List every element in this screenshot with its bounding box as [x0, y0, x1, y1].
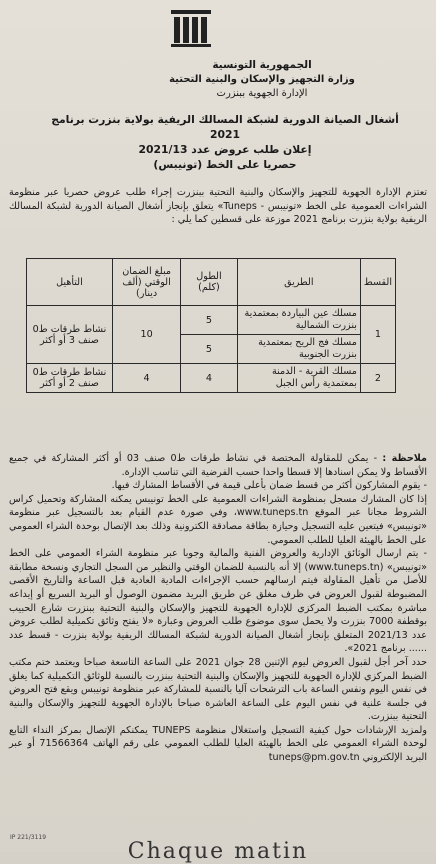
notes-label: ملاحظة :	[382, 453, 427, 464]
guarantee-amount: 10	[112, 306, 180, 364]
road-length: 5	[181, 306, 237, 335]
note-2: - يقوم المشاركون أكثر من قسط ضمان بأعلى قيمة في الأقساط المشارك فيها.	[111, 480, 427, 492]
road-name: مسلك عين البياردة بمعتمدية بنزرت الشمالية	[237, 306, 360, 335]
lot-number: 2	[360, 364, 395, 393]
lot-number: 1	[360, 306, 395, 364]
notes-section	[9, 452, 427, 765]
title-line-3: حصريا على الخط (تونيبس)	[153, 158, 297, 171]
guarantee-amount: 4	[112, 364, 180, 393]
table-row	[27, 306, 396, 335]
newspaper-masthead-fragment: Chaque matin	[127, 839, 309, 864]
note-1	[9, 452, 427, 479]
header-guarantee: مبلغ الضمان الوقتي (ألف دينار)	[112, 259, 180, 306]
intro-paragraph: تعتزم الإدارة الجهوية للتجهيز والإسكان والبنية التحتية ببنزرت إجراء طلب عروض حصريا عبر منظومة الشراءات العمومية على الخط «تونيبس - Tuneps» يتعلق بإنجاز أشغال الصيانة الدورية لشبكة المسالك الريفية بولاية بنزرت برنامج 2021 موزعة على قسطين كما يلي :	[9, 187, 427, 226]
header-qualification: التأهيل	[27, 259, 113, 306]
issuer-header	[112, 58, 412, 101]
road-length: 5	[181, 335, 237, 364]
note-1-text: - يمكن للمقاولة المختصة في نشاط طرقات ط0 صنف 03 أو أكثر المشاركة في جميع الأقساط ولا يمكن اسنادها إلا قسطا واحدا حسب الفرضية التي تناسب الإدارة.	[9, 453, 427, 478]
contact-paragraph: ولمزيد الإرشادات حول كيفية التسجيل واستغلال منظومة TUNEPS يمكنكم الإتصال بمركز النداء التابع لوحدة الشراء العمومي على الخط بالهيئة العليا للطلب العمومي على رقم الهاتف 71566364 أو عبر البريد الإلكتروني tuneps@pm.gov.tn	[9, 724, 428, 764]
directorate-name: الإدارة الجهوية ببنزرت	[216, 88, 308, 99]
republic-name: الجمهورية التونسية	[212, 59, 312, 71]
registration-paragraph: إذا كان المشارك مسجل بمنظومة الشراءات العمومية على الخط تونيبس يمكنه المشاركة وتحميل كراس الشروط مجانا عبر الموقع www.tuneps.tn، وفي صورة عدم القيام بعد بالتسجيل عبر منظومة «تونيبس» فيتعين عليه التسجيل وحيازة بطاقة مصادقة الكترونية وذلك بعد الإتصال بوحدة الشراء العمومي على الخط بالهيئة العليا للطلب العمومي.	[9, 493, 427, 546]
title-line-2: إعلان طلب عروض عدد 2021/13	[138, 143, 312, 156]
publication-reference: IP 221/3119	[10, 834, 47, 841]
road-name: مسلك فج الريح بمعتمدية بنزرت الجنوبية	[237, 335, 360, 364]
road-name: مسلك القرية - الدمنة بمعتمدية رأس الجبل	[237, 364, 360, 393]
lots-table	[26, 258, 396, 393]
header-length: الطول (كلم)	[181, 259, 237, 306]
intro-section	[9, 186, 427, 227]
title-line-1: أشغال الصيانة الدورية لشبكة المسالك الريفية بولاية بنزرت برنامج 2021	[51, 113, 399, 141]
ministry-logo-icon	[166, 6, 216, 48]
qualification: نشاط طرقات ط0 صنف 2 أو أكثر	[27, 364, 113, 393]
table-header-row	[27, 259, 396, 306]
announcement-title	[40, 112, 410, 172]
road-length: 4	[181, 364, 237, 393]
ministry-name: وزارة التجهيز والإسكان والبنية التحتية	[169, 74, 355, 85]
qualification: نشاط طرقات ط0 صنف 3 أو أكثر	[27, 306, 113, 364]
submission-paragraph: - يتم ارسال الوثائق الإدارية والعروض الفنية والمالية وجوبا عبر منظومة الشراء العمومي على الخط «تونيبس» (www.tuneps.tn) إلا أنه بالنسبة للضمان الوقتي والنظير من السجل التجاري ونسخة مطابقة للأصل من تأهيل المقاولة فيتم ارسالهم حسب الإجراءات المادية العادية قبل الساعة والتاريخ الأقصى المضبوطة لقبول العروض في ظرف مغلق عن طريق البريد مضمون الوصول أو البريد السريع أو إيداعه مباشرة بمكتب الضبط المركزي للإدارة الجهوية للتجهيز والإسكان والبنية التحتية ببنزرت شارع الحبيب بوقطفة 7000 بنزرت ولا يحمل سوى موضوع طلب العروض وعبارة «لا يفتح وثائق تكميلية لطلب عروض عدد 2021/13 المتعلق بإنجاز أشغال الصيانة الدورية لشبكة المسالك الريفية بولاية بنزرت - قسط عدد ...... برنامج 2021».	[9, 548, 428, 655]
table-row	[27, 364, 396, 393]
header-lot: القسط	[360, 259, 395, 306]
header-road: الطريق	[237, 259, 360, 306]
deadline-paragraph: حدد آخر أجل لقبول العروض ليوم الإثنين 28 جوان 2021 على الساعة التاسعة صباحا ويعتمد ختم مكتب الضبط المركزي للإدارة الجهوية للتجهيز والإسكان والبنية التحتية ببنزرت بالنسبة للوثائق التكميلية كما يغلق في نفس اليوم ونفس الساعة باب الترشحات آليا بالنسبة للمشاركة عبر منظومة تونيبس ويقع فتح العروض في جلسة علنية في نفس اليوم على الساعة العاشرة صباحا بالإدارة الجهوية للتجهيز والإسكان والبنية التحتية ببنزرت.	[9, 656, 428, 723]
